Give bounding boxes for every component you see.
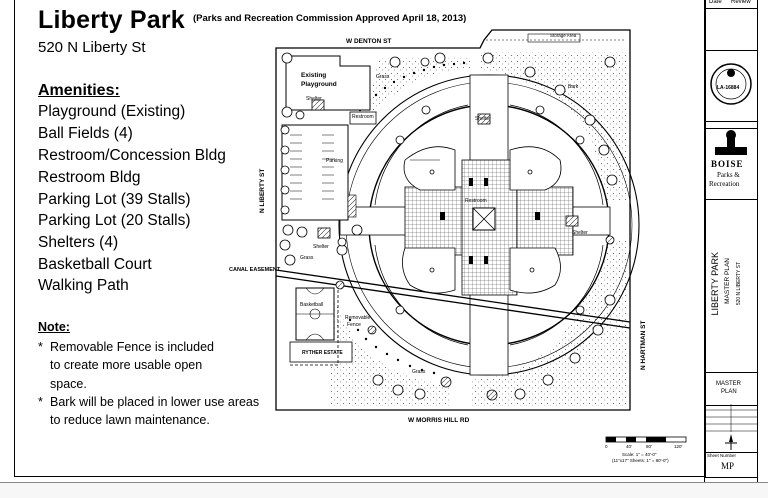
title-block xyxy=(704,0,758,497)
sheet-title-1: MASTER xyxy=(716,381,742,387)
shelter-label-east: Shelter xyxy=(572,230,588,236)
amenity-item: Basketball Court xyxy=(38,256,152,273)
note-bullet: * xyxy=(38,340,43,354)
scale-tick: 40' xyxy=(626,444,632,449)
capitol-logo-icon xyxy=(705,129,757,159)
revision-header xyxy=(705,0,757,9)
amenity-item: Restroom Bldg xyxy=(38,169,141,186)
street-label-north: W DENTON ST xyxy=(346,38,392,45)
amenity-item: Parking Lot (39 Stalls) xyxy=(38,191,191,208)
date-label: Date xyxy=(709,0,722,5)
viewer-bottom-bar xyxy=(0,482,768,498)
review-label: Review xyxy=(731,0,751,5)
grass-label-west: Grass xyxy=(300,255,314,261)
seal-number: LA-16884 xyxy=(717,85,740,91)
amenity-item: Walking Path xyxy=(38,277,129,294)
shelter-label-west: Shelter xyxy=(313,244,329,250)
note-line: Removable Fence is included xyxy=(50,340,214,354)
shelter-west xyxy=(318,228,330,238)
page-title: Liberty Park xyxy=(38,6,185,34)
amenity-item: Shelters (4) xyxy=(38,234,119,251)
scale-tick: 0 xyxy=(605,444,608,449)
note-line: to reduce lawn maintenance. xyxy=(50,413,210,428)
signature-grid xyxy=(705,404,757,452)
basketball-label: Basketball xyxy=(300,302,324,308)
scale-text: (11"x17" Sheets: 1" = 80'-0") xyxy=(612,458,669,463)
restroom-label: Restroom xyxy=(352,114,374,120)
sheet-title-cell xyxy=(705,372,757,406)
sheet-number-label: Sheet Number xyxy=(707,453,737,458)
logo-cell xyxy=(705,128,757,200)
dept-line-1: Parks & xyxy=(717,171,740,179)
note-line: space. xyxy=(50,376,87,391)
amenity-item: Ball Fields (4) xyxy=(38,125,133,142)
shelter-label-ne: Shelter xyxy=(475,116,491,122)
note-bullet: * xyxy=(38,394,43,409)
shelter-label: Shelter xyxy=(306,96,322,102)
amenity-item: Playground (Existing) xyxy=(38,103,186,120)
canal-label: CANAL EASEMENT xyxy=(229,267,281,273)
bark-label: Bark xyxy=(568,84,579,90)
parking-lot-39 xyxy=(282,125,348,220)
amenity-item: Restroom/Concession Bldg xyxy=(38,147,226,164)
playground-label-1: Existing xyxy=(301,72,327,79)
fence-label-1: Removable xyxy=(345,315,371,321)
street-label-west: N LIBERTY ST xyxy=(259,168,266,213)
scale-bar xyxy=(606,437,686,442)
playground-label-2: Playground xyxy=(301,81,337,88)
street-label-south: W MORRIS HILL RD xyxy=(408,417,470,424)
street-label-east: N HARTMAN ST xyxy=(640,320,647,370)
note-heading: Note: xyxy=(38,320,70,334)
amenities-heading: Amenities: xyxy=(38,82,120,99)
sheet-number: MP xyxy=(721,461,735,471)
grass-label-south: Grass xyxy=(412,369,426,375)
sheet-number-cell xyxy=(705,452,757,478)
ryther-label: RYTHER ESTATE xyxy=(302,350,343,356)
scale-tick: 120' xyxy=(674,444,683,449)
logo-word: BOISE xyxy=(711,159,744,169)
restroom-label-center: Restroom xyxy=(465,198,487,204)
seal-cell xyxy=(705,50,757,122)
scale-text: Scale: 1" = 40'-0" xyxy=(622,452,657,457)
note-line: Bark will be placed in lower use areas xyxy=(50,394,260,409)
project-address: 520 N LIBERTY ST xyxy=(736,262,742,306)
sheet-title-2: PLAN xyxy=(721,389,737,395)
storage-label: Storage Area xyxy=(550,33,577,38)
grass-label-north: Grass xyxy=(376,74,390,80)
scale-tick: 80' xyxy=(646,444,652,449)
plan-name: MASTER PLAN xyxy=(724,258,731,304)
dept-line-2: Recreation xyxy=(709,180,740,188)
shelter-east xyxy=(566,216,578,226)
project-name: LIBERTY PARK xyxy=(710,252,720,316)
park-address: 520 N Liberty St xyxy=(38,39,146,56)
fence-label-2: Fence xyxy=(347,322,361,328)
parking-label: Parking xyxy=(326,158,343,164)
amenity-item: Parking Lot (20 Stalls) xyxy=(38,212,191,229)
ball-field-se xyxy=(510,248,561,293)
note-line: to create more usable open xyxy=(50,358,203,373)
approval-subtitle: (Parks and Recreation Commission Approved April 18, 2013) xyxy=(193,13,467,24)
